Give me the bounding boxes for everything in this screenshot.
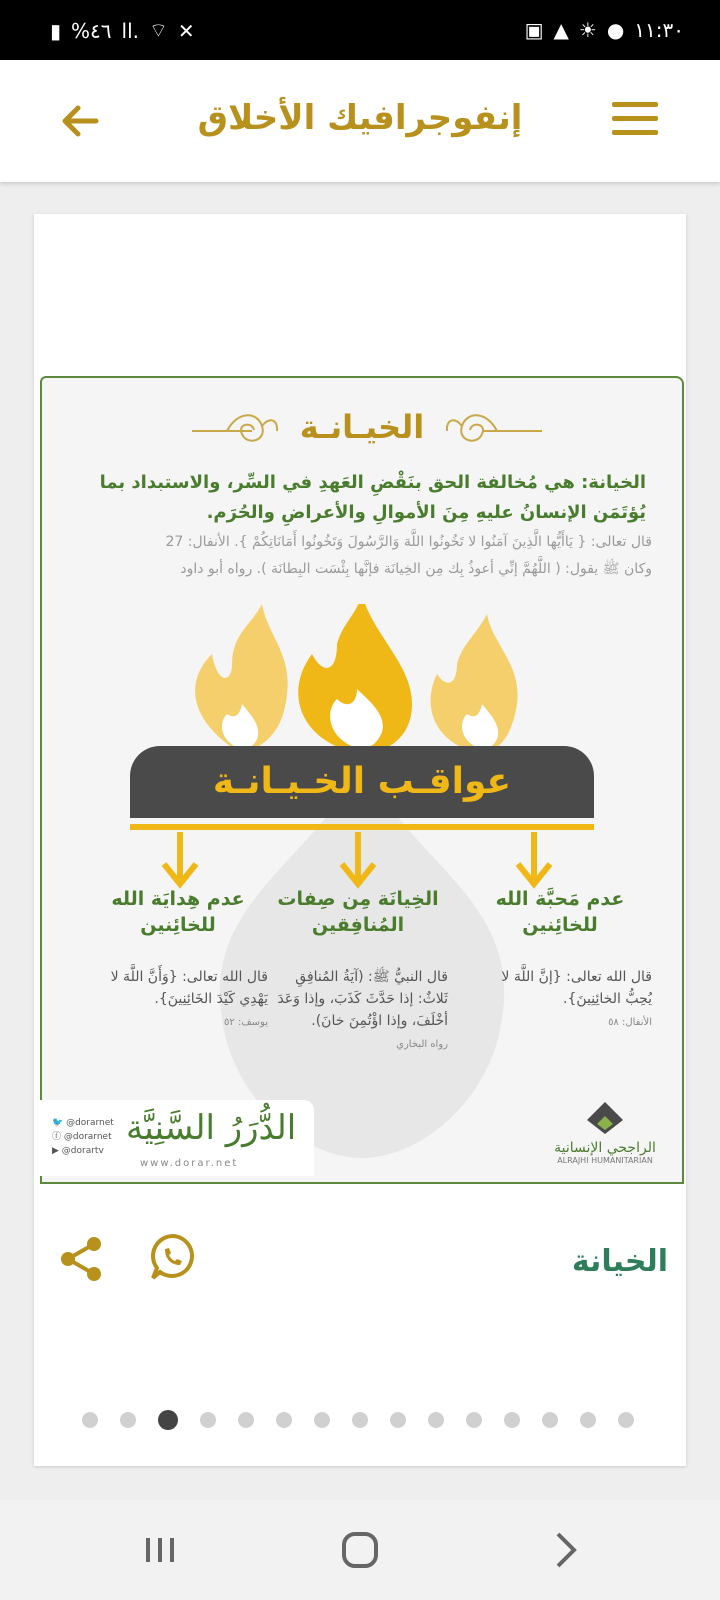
whatsapp-icon[interactable] — [148, 1232, 198, 1282]
consequence-text-1 — [472, 966, 652, 1034]
page-title: إنفوجرافيك الأخلاق — [197, 98, 523, 138]
page-dot-active[interactable] — [158, 1410, 178, 1430]
share-icon[interactable] — [56, 1234, 106, 1284]
consequence-title-1: عدم مَحبَّة الله للخائِنين — [495, 888, 625, 936]
status-right — [525, 18, 684, 42]
consequence-title-3: عدم هِدايَة الله للخائِنين — [111, 888, 245, 936]
arrow-down-icon — [338, 832, 378, 892]
page-dot[interactable] — [466, 1412, 482, 1428]
consequence-ref-2: رواه البخاري — [396, 1039, 448, 1050]
status-bar — [0, 0, 720, 60]
wifi-icon: ⌔ — [149, 18, 168, 42]
page-dot[interactable] — [504, 1412, 520, 1428]
hadith-text: وكان ﷺ يقول: ( اللَّهُمَّ إنِّي أعوذُ بِك مِن الخِيانَة فإنَّها بِئْسَت البِطانَة ). رواه أبو داود — [180, 561, 652, 577]
page-dot[interactable] — [82, 1412, 98, 1428]
twitter-handle-text: @dorarnet — [66, 1118, 114, 1128]
consequence-text-2 — [268, 966, 448, 1056]
app-bar — [0, 60, 720, 182]
background-flame-shape — [202, 758, 522, 1158]
social-handles — [52, 1116, 114, 1158]
page-dot[interactable] — [120, 1412, 136, 1428]
facebook-handle-text: @dorarnet — [63, 1132, 112, 1142]
system-nav-bar — [0, 1500, 720, 1600]
banner-underline — [130, 824, 594, 830]
page-dot[interactable] — [276, 1412, 292, 1428]
item-title: الخيانة — [571, 1244, 668, 1279]
mute-icon: ✕ — [177, 18, 195, 43]
infographic-image — [40, 376, 684, 1184]
infographic-heading: الخيـانـة — [299, 408, 425, 446]
page-dot[interactable] — [200, 1412, 216, 1428]
twitter-handle: 🐦 @dorarnet — [52, 1118, 114, 1128]
page-dot[interactable] — [314, 1412, 330, 1428]
status-left — [50, 18, 195, 43]
definition-text: الخيانة: هي مُخالفة الحق بنَقْضِ العَهدِ في السِّر، والاستبداد بما يُؤتَمَن الإنسانُ عليهِ مِنَ الأموالِ والأعراضِ والحُرَم. — [99, 472, 646, 523]
dorar-url: www.dorar.net — [140, 1158, 239, 1169]
menu-icon[interactable] — [612, 102, 658, 142]
dorar-logo: الدُّرَرُ السَّنِيَّة — [126, 1108, 297, 1148]
battery-level: %٤٦ — [71, 18, 112, 43]
consequence-quote-2: قال النبيُّ ﷺ: (آيَةُ المُنافِقِ ثَلاثٌ: إذا حَدَّثَ كَذَبَ، وإذا وَعَدَ أخْلَفَ، وإذا اؤْتُمِنَ خانَ). — [277, 969, 448, 1029]
sponsor-logo — [540, 1100, 670, 1165]
youtube-handle: ▶ @dorartv — [52, 1146, 104, 1156]
sponsor-name-ar: الراجحي الإنسانية — [554, 1140, 656, 1156]
page-dot[interactable] — [580, 1412, 596, 1428]
weather-icon: ☀ — [578, 18, 597, 42]
consequence-text-3 — [88, 966, 268, 1034]
page-dot[interactable] — [428, 1412, 444, 1428]
page-dot[interactable] — [352, 1412, 368, 1428]
page-dot[interactable] — [238, 1412, 254, 1428]
sponsor-name-en: ALRAJHI HUMANITARIAN — [557, 1156, 653, 1165]
page-dot[interactable] — [542, 1412, 558, 1428]
consequences-banner: عواقـب الخـيـانـة — [130, 746, 594, 818]
clock-time: ١١:٣٠ — [634, 18, 684, 42]
page-dot[interactable] — [618, 1412, 634, 1428]
messenger-icon: ● — [606, 18, 625, 42]
arrow-down-icon — [514, 832, 554, 892]
consequence-title-2: الخِيانَة مِن صِفات المُنافِقين — [277, 888, 439, 936]
consequence-ref-1: الأنفال: ٥٨ — [608, 1017, 652, 1028]
home-icon[interactable] — [340, 1530, 380, 1570]
consequence-quote-3: قال الله تعالى: {وَأَنَّ اللَّهَ لا يَهْدِي كَيْدَ الخَائِنِينَ}. — [110, 969, 268, 1007]
page-dot[interactable] — [390, 1412, 406, 1428]
signal-icon: ll. — [121, 18, 139, 43]
image-icon: ▲ — [553, 18, 569, 42]
heading-line-right — [482, 430, 542, 432]
arrow-down-icon — [160, 832, 200, 892]
back-nav-icon[interactable] — [546, 1530, 586, 1570]
youtube-handle-text: @dorartv — [61, 1146, 104, 1156]
battery-icon: ▮ — [50, 18, 62, 43]
consequence-quote-1: قال الله تعالى: {إنَّ اللَّهَ لا يُحِبُّ الخائِنِينَ}. — [501, 969, 652, 1007]
consequence-ref-3: يوسف: ٥٢ — [224, 1017, 268, 1028]
recent-apps-icon[interactable] — [140, 1530, 180, 1570]
facebook-handle: ⓕ @dorarnet — [52, 1132, 112, 1142]
gallery-icon: ▣ — [524, 18, 544, 42]
flames-illustration — [172, 604, 552, 754]
verse-text: قال تعالى: { يَاأَيُّها الَّذِينَ آمَنُوا لا تَخُونُوا اللَّهَ وَالرَّسُولَ وَتَخُونُوا أَمَانَاتِكُمْ }. الأنفال: 27 — [165, 534, 652, 550]
rajhi-logo-icon — [585, 1100, 625, 1136]
pagination-dots — [82, 1412, 634, 1430]
